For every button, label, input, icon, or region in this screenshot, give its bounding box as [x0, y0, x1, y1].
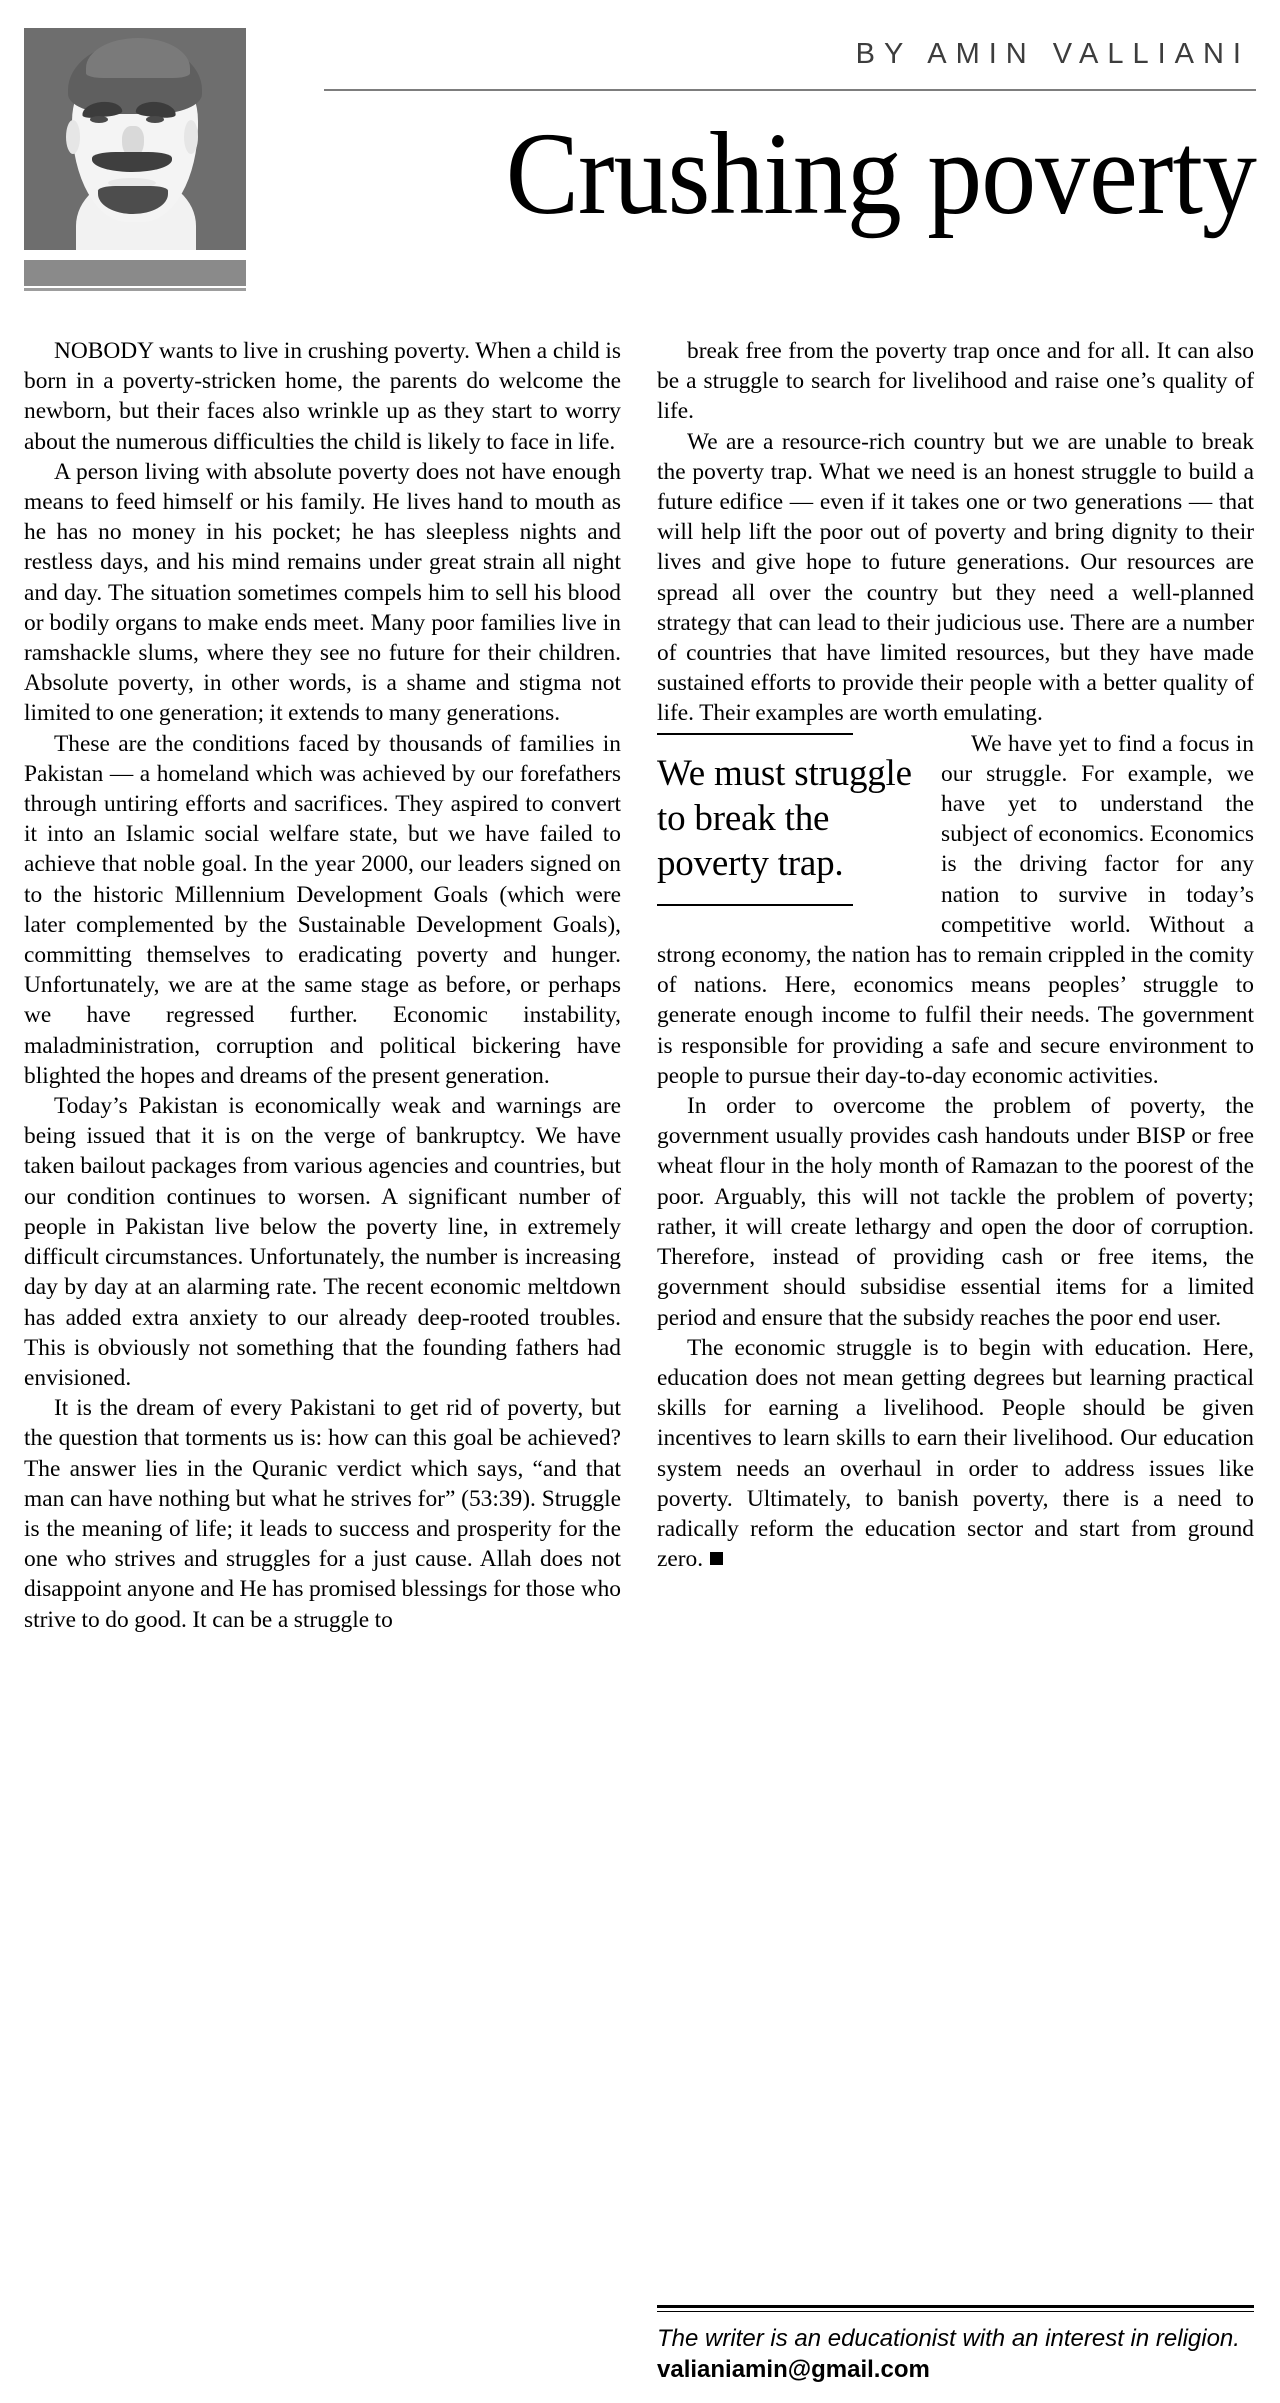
end-of-article-mark	[710, 1552, 723, 1565]
article-body	[24, 336, 1256, 1635]
paragraph: Today’s Pakistan is economically weak and warnings are being issued that it is on the verge of bankruptcy. We have taken bailout packages from various agencies and countries, but our condition continues to worsen. A significant number of people in Pakistan live below the poverty line, in extremely difficult circumstances. Unfortunately, the number is increasing day by day at an alarming rate. The recent economic meltdown has added extra anxiety to our already deep-rooted troubles. This is obviously not something that the founding fathers had envisioned.	[24, 1093, 621, 1391]
byline-divider	[324, 89, 1256, 91]
footer-divider-thick	[657, 2305, 1254, 2308]
paragraph: break free from the poverty trap once and for all. It can also be a struggle to search for livelihood and raise one’s quality of life.	[657, 338, 1254, 425]
portrait-ear-left-shape	[66, 120, 80, 154]
paragraph-text: The economic struggle is to begin with education. Here, education does not mean getting degrees but learning practical skills for earning a livelihood. People should be given incentives to learn skills to earn their livelihood. Our education system needs an overhaul in order to address issues like poverty. Ultimately, to banish poverty, there is a need to radically reform the education sector and start from ground zero.	[657, 1334, 1254, 1573]
paragraph: In order to overcome the problem of poverty, the government usually provides cash handouts under BISP or free wheat flour in the holy month of Ramazan to the poorest of the poor. Arguably, this will not tackle the problem of poverty; rather, it will create lethargy and open the door of corruption. Therefore, instead of providing cash or free items, the government should subsidise essential items for a limited period and ensure that the subsidy reaches the poor end user.	[657, 1093, 1254, 1331]
paragraph: It is the dream of every Pakistani to get rid of poverty, but the question that torments us is: how can this goal be achieved? The answer lies in the Quranic verdict which says, “and that man can have nothing but what he strives for” (53:39). Struggle is the meaning of life; it leads to success and prosperity for the one who strives and struggles for a just cause. Allah does not disappoint anyone and He has promised blessings for those who strive to do good. It can be a struggle to	[24, 1395, 621, 1633]
paragraph: A person living with absolute poverty does not have enough means to feed himself or his family. He lives hand to mouth as he has no money in his pocket; he has sleepless nights and restless days, and his mind remains under great strain all night and day. The situation sometimes compels him to sell his blood or bodily organs to make ends meet. Many poor families live in ramshackle slums, where they see no future for their children. Absolute poverty, in other words, is a shame and stigma not limited to one generation; it extends to many generations.	[24, 458, 621, 727]
paragraph-last	[657, 1333, 1254, 1575]
article-column-left	[24, 336, 621, 1635]
paragraph: These are the conditions faced by thousands of families in Pakistan — a homeland which was achieved by our forefathers through untiring efforts and sacrifices. They aspired to convert it into an Islamic social welfare state, but we have failed to achieve that noble goal. In the year 2000, our leaders signed on to the historic Millennium Development Goals (which were later complemented by the Sustainable Development Goals), committing themselves to eradicating poverty and hunger. Unfortunately, we are at the same stage as before, or perhaps we have regressed further. Economic instability, maladministration, corruption and political bickering have blighted the hopes and dreams of the present generation.	[24, 730, 621, 1089]
pull-quote-text: We must struggle to break the poverty trap.	[657, 752, 912, 884]
pull-quote	[657, 733, 919, 906]
paragraph: We have yet to find a focus in our struggle. For example, we have yet to understand the subject of economics. Economics is the driving factor for any nation to survive in today’s competitive world. Without a strong economy, the nation has to remain crippled in the comity of nations. Here, economics means peoples’ struggle to generate enough income to fulfil their needs. The government is responsible for providing a safe and secure environment to people to pursue their day-to-day economic activities.	[657, 730, 1254, 1089]
footer-divider-thin	[657, 2311, 1254, 2312]
author-email[interactable]: valianiamin@gmail.com	[657, 2356, 930, 2383]
pull-quote-rule-bottom	[657, 904, 853, 906]
headline-block	[324, 22, 1256, 239]
author-portrait-block	[24, 28, 246, 291]
portrait-ear-right-shape	[184, 120, 198, 154]
article-masthead	[24, 22, 1256, 312]
article-column-right	[657, 336, 1254, 1635]
article-byline: BY AMIN VALLIANI	[855, 38, 1250, 70]
portrait-caption-bar-thin	[24, 288, 246, 291]
portrait-eye-left-shape	[90, 116, 108, 123]
portrait-hair-highlight-shape	[86, 38, 190, 78]
author-bio: The writer is an educationist with an interest in religion.	[657, 2325, 1240, 2352]
article-footer	[657, 2305, 1254, 2385]
pull-quote-rule-top	[657, 733, 853, 735]
paragraph: We are a resource-rich country but we are unable to break the poverty trap. What we need is an honest struggle to build a future edifice — even if it takes one or two generations — that will help lift the poor out of poverty and bring dignity to their lives and give hope to future generations. Our resources are spread all over the country but they need a well-planned strategy that can lead to their judicious use. There are a number of countries that have limited resources, but they have made sustained efforts to provide their people with a better quality of life. Their examples are worth emulating.	[657, 428, 1254, 727]
paragraph: NOBODY wants to live in crushing poverty. When a child is born in a poverty-stricken home, the parents do welcome the newborn, but their faces also wrinkle up as they start to worry about the numerous difficulties the child is likely to face in life.	[24, 338, 621, 455]
author-portrait-image	[24, 28, 246, 250]
portrait-eye-right-shape	[146, 116, 164, 123]
page-title: Crushing poverty	[505, 108, 1256, 239]
portrait-caption-bar	[24, 260, 246, 286]
